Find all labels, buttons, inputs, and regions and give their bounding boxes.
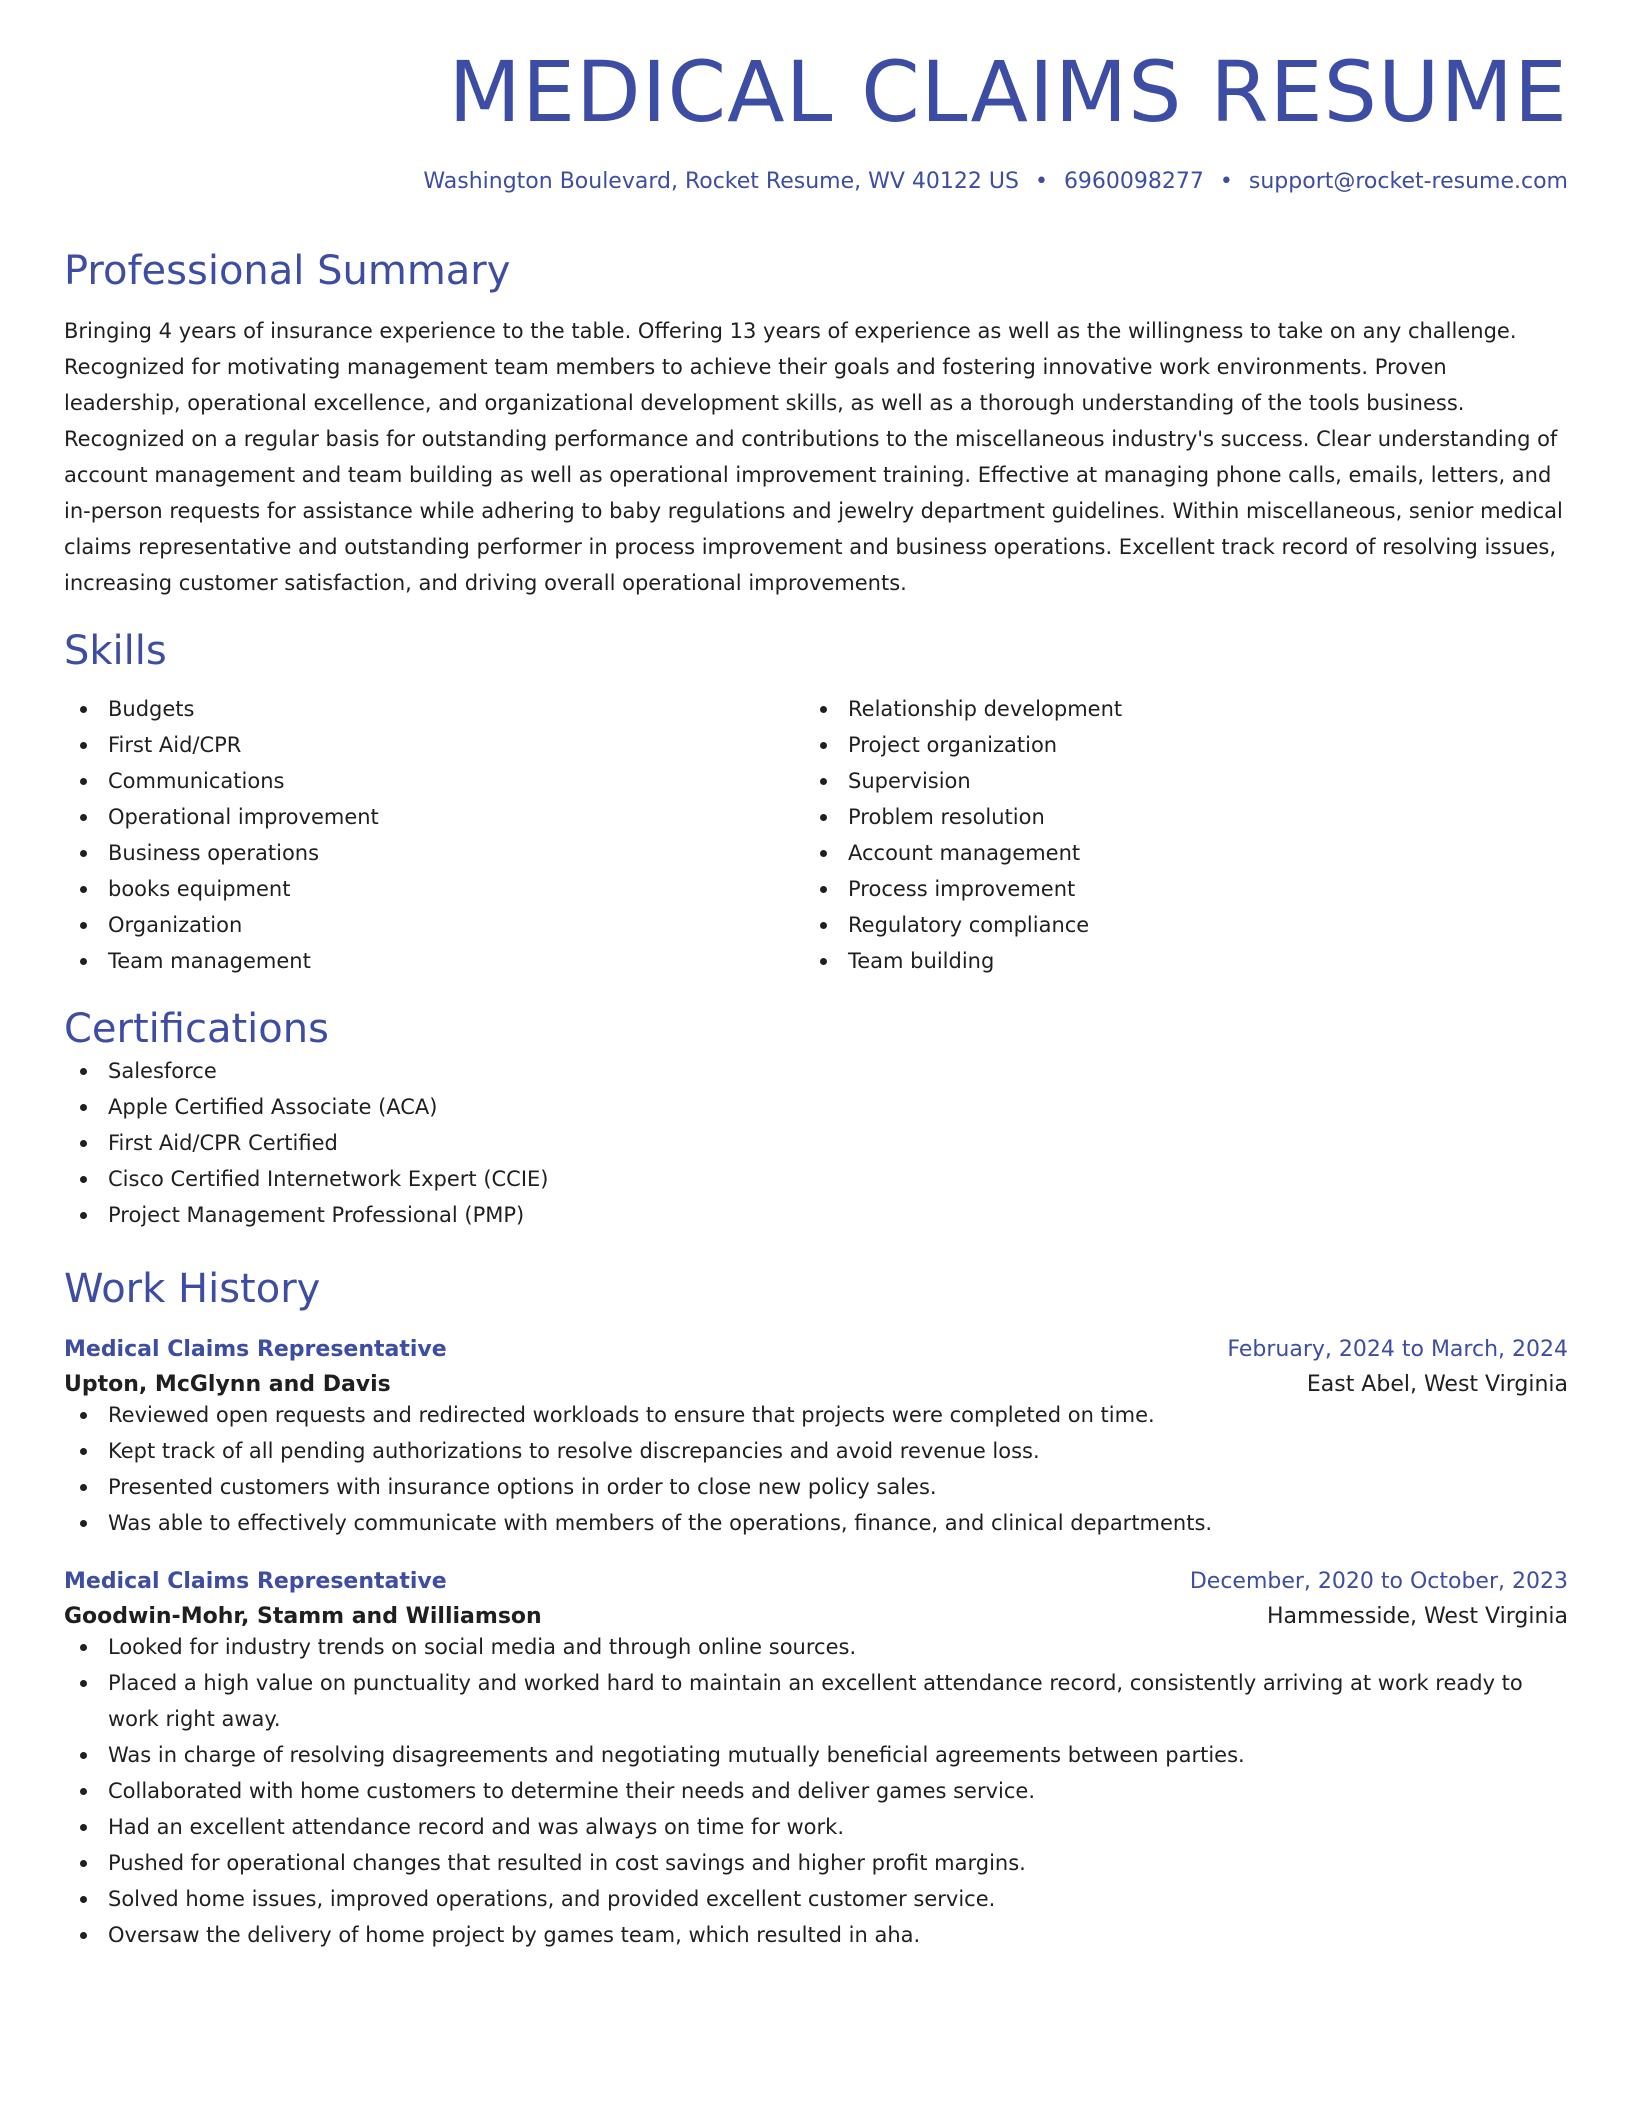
skills-grid bbox=[64, 691, 1568, 979]
skill-label: Problem resolution bbox=[848, 804, 1045, 829]
certifications-list bbox=[64, 1053, 1568, 1233]
skill-label: Communications bbox=[108, 768, 285, 793]
job-dates: December, 2020 to October, 2023 bbox=[1189, 1568, 1568, 1594]
bullet-icon bbox=[820, 886, 827, 893]
bullet-icon bbox=[820, 778, 827, 785]
skill-label: Relationship development bbox=[848, 696, 1123, 721]
skill-label: Regulatory compliance bbox=[848, 912, 1090, 937]
job-bullet-text: Kept track of all pending authorizations to resolve discrepancies and avoid revenue loss. bbox=[108, 1438, 1040, 1463]
bullet-icon bbox=[80, 1140, 87, 1147]
section-title-certifications: Certifications bbox=[64, 1005, 329, 1052]
job-title: Medical Claims Representative bbox=[64, 1568, 447, 1594]
job-title: Medical Claims Representative bbox=[64, 1336, 447, 1362]
certification-label: Cisco Certified Internetwork Expert (CCIE) bbox=[108, 1166, 549, 1191]
job-bullet-text: Had an excellent attendance record and was always on time for work. bbox=[108, 1814, 845, 1839]
skill-label: Process improvement bbox=[848, 876, 1076, 901]
skill-item bbox=[64, 691, 804, 727]
job-bullet bbox=[64, 1665, 1568, 1737]
job-company-row bbox=[64, 1372, 1568, 1397]
bullet-icon bbox=[80, 958, 87, 965]
job-header-row bbox=[64, 1569, 1568, 1594]
job-location: Hammesside, West Virginia bbox=[1267, 1603, 1568, 1629]
skill-item bbox=[64, 871, 804, 907]
skill-label: Project organization bbox=[848, 732, 1058, 757]
certification-item bbox=[64, 1125, 1568, 1161]
bullet-icon bbox=[80, 1860, 87, 1867]
job-bullet-text: Solved home issues, improved operations, and provided excellent customer service. bbox=[108, 1886, 996, 1911]
job-company: Upton, McGlynn and Davis bbox=[64, 1371, 391, 1397]
certification-label: Apple Certified Associate (ACA) bbox=[108, 1094, 438, 1119]
bullet-icon bbox=[80, 742, 87, 749]
job-entry bbox=[64, 1569, 1568, 1953]
bullet-icon bbox=[80, 778, 87, 785]
skills-list-left bbox=[64, 691, 804, 979]
job-bullet bbox=[64, 1469, 1568, 1505]
skill-item bbox=[804, 871, 1544, 907]
job-entry bbox=[64, 1337, 1568, 1541]
job-bullet-text: Placed a high value on punctuality and worked hard to maintain an excellent attendance record, consistently arriving at work ready to work right away. bbox=[108, 1670, 1523, 1731]
resume-name: MEDICAL CLAIMS RESUME bbox=[448, 43, 1568, 141]
bullet-icon bbox=[820, 850, 827, 857]
bullet-icon bbox=[820, 958, 827, 965]
bullet-icon bbox=[80, 850, 87, 857]
skill-label: Organization bbox=[108, 912, 243, 937]
bullet-icon bbox=[80, 886, 87, 893]
bullet-icon bbox=[80, 814, 87, 821]
skill-label: Team management bbox=[108, 948, 311, 973]
skill-item bbox=[804, 907, 1544, 943]
certification-item bbox=[64, 1089, 1568, 1125]
job-bullet bbox=[64, 1397, 1568, 1433]
certification-label: Salesforce bbox=[108, 1058, 217, 1083]
summary-text: Bringing 4 years of insurance experience to the table. Offering 13 years of experience as well as the willingness to take on any challenge. Recognized for motivating management team members to achieve their goals and fostering innovative work environments. Proven leadership, operational excellence, and organizational development skills, as well as a thorough understanding of the tools business. Recognized on a regular basis for outstanding performance and contributions to the miscellaneous industry's success. Clear understanding of account management and team building as well as operational improvement training. Effective at managing phone calls, emails, letters, and in-person requests for assistance while adhering to baby regulations and jewelry department guidelines. Within miscellaneous, senior medical claims representative and outstanding performer in process improvement and business operations. Excellent track record of resolving issues, increasing customer satisfaction, and driving overall operational improvements. bbox=[64, 318, 1563, 595]
skill-label: Operational improvement bbox=[108, 804, 379, 829]
skills-column-right bbox=[804, 691, 1544, 979]
job-bullet bbox=[64, 1433, 1568, 1469]
job-bullet-text: Looked for industry trends on social media and through online sources. bbox=[108, 1634, 857, 1659]
bullet-icon bbox=[80, 1644, 87, 1651]
job-bullet-text: Was able to effectively communicate with members of the operations, finance, and clinical departments. bbox=[108, 1510, 1213, 1535]
certification-label: First Aid/CPR Certified bbox=[108, 1130, 338, 1155]
skill-item bbox=[804, 727, 1544, 763]
skills-column-left bbox=[64, 691, 804, 979]
skill-item bbox=[64, 727, 804, 763]
bullet-icon bbox=[80, 1752, 87, 1759]
skill-item bbox=[804, 763, 1544, 799]
job-header-row bbox=[64, 1337, 1568, 1362]
bullet-icon bbox=[820, 814, 827, 821]
job-bullet bbox=[64, 1505, 1568, 1541]
job-bullet-text: Oversaw the delivery of home project by games team, which resulted in aha. bbox=[108, 1922, 921, 1947]
bullet-icon bbox=[80, 1176, 87, 1183]
contact-separator: • bbox=[1219, 169, 1233, 194]
bullet-icon bbox=[80, 1068, 87, 1075]
job-bullet bbox=[64, 1917, 1568, 1953]
certification-item bbox=[64, 1053, 1568, 1089]
skill-label: First Aid/CPR bbox=[108, 732, 242, 757]
bullet-icon bbox=[80, 1448, 87, 1455]
bullet-icon bbox=[80, 922, 87, 929]
job-bullet-text: Was in charge of resolving disagreements and negotiating mutually beneficial agreements between parties. bbox=[108, 1742, 1245, 1767]
bullet-icon bbox=[80, 1680, 87, 1687]
skill-item bbox=[64, 907, 804, 943]
job-bullet bbox=[64, 1629, 1568, 1665]
skill-item bbox=[64, 835, 804, 871]
bullet-icon bbox=[80, 1824, 87, 1831]
bullet-icon bbox=[820, 742, 827, 749]
job-bullet-text: Pushed for operational changes that resulted in cost savings and higher profit margins. bbox=[108, 1850, 1026, 1875]
skill-label: Business operations bbox=[108, 840, 320, 865]
bullet-icon bbox=[80, 1212, 87, 1219]
job-bullet bbox=[64, 1809, 1568, 1845]
job-company: Goodwin-Mohr, Stamm and Williamson bbox=[64, 1603, 542, 1629]
section-title-summary: Professional Summary bbox=[64, 247, 511, 294]
job-bullets bbox=[64, 1629, 1568, 1953]
bullet-icon bbox=[80, 1788, 87, 1795]
job-bullet-text: Collaborated with home customers to determine their needs and deliver games service. bbox=[108, 1778, 1036, 1803]
job-bullet bbox=[64, 1773, 1568, 1809]
job-dates: February, 2024 to March, 2024 bbox=[1227, 1336, 1568, 1362]
bullet-icon bbox=[820, 706, 827, 713]
skill-item bbox=[64, 799, 804, 835]
skill-item bbox=[804, 799, 1544, 835]
bullet-icon bbox=[80, 1896, 87, 1903]
certification-item bbox=[64, 1197, 1568, 1233]
skill-label: Account management bbox=[848, 840, 1081, 865]
contact-email: support@rocket-resume.com bbox=[1248, 169, 1568, 194]
skill-item bbox=[804, 835, 1544, 871]
skill-label: Budgets bbox=[108, 696, 195, 721]
skill-item bbox=[804, 691, 1544, 727]
certification-item bbox=[64, 1161, 1568, 1197]
bullet-icon bbox=[80, 706, 87, 713]
bullet-icon bbox=[80, 1520, 87, 1527]
skill-item bbox=[64, 943, 804, 979]
job-bullet-text: Reviewed open requests and redirected workloads to ensure that projects were completed on time. bbox=[108, 1402, 1155, 1427]
job-bullet bbox=[64, 1845, 1568, 1881]
contact-separator: • bbox=[1034, 169, 1048, 194]
bullet-icon bbox=[820, 922, 827, 929]
section-title-skills: Skills bbox=[64, 627, 167, 674]
skill-item bbox=[804, 943, 1544, 979]
section-title-work-history: Work History bbox=[64, 1265, 321, 1312]
job-bullet bbox=[64, 1737, 1568, 1773]
skills-list-right bbox=[804, 691, 1544, 979]
skill-label: Supervision bbox=[848, 768, 971, 793]
skill-label: Team building bbox=[848, 948, 995, 973]
certification-label: Project Management Professional (PMP) bbox=[108, 1202, 525, 1227]
job-bullet bbox=[64, 1881, 1568, 1917]
resume-header bbox=[64, 0, 1568, 197]
job-bullet-text: Presented customers with insurance options in order to close new policy sales. bbox=[108, 1474, 937, 1499]
job-location: East Abel, West Virginia bbox=[1306, 1371, 1568, 1397]
skill-label: books equipment bbox=[108, 876, 291, 901]
skill-item bbox=[64, 763, 804, 799]
job-company-row bbox=[64, 1604, 1568, 1629]
bullet-icon bbox=[80, 1104, 87, 1111]
bullet-icon bbox=[80, 1412, 87, 1419]
contact-phone: 6960098277 bbox=[1063, 169, 1204, 194]
bullet-icon bbox=[80, 1484, 87, 1491]
contact-line bbox=[64, 168, 1568, 197]
bullet-icon bbox=[80, 1932, 87, 1939]
job-bullets bbox=[64, 1397, 1568, 1541]
contact-address: Washington Boulevard, Rocket Resume, WV 40122 US bbox=[423, 169, 1019, 194]
